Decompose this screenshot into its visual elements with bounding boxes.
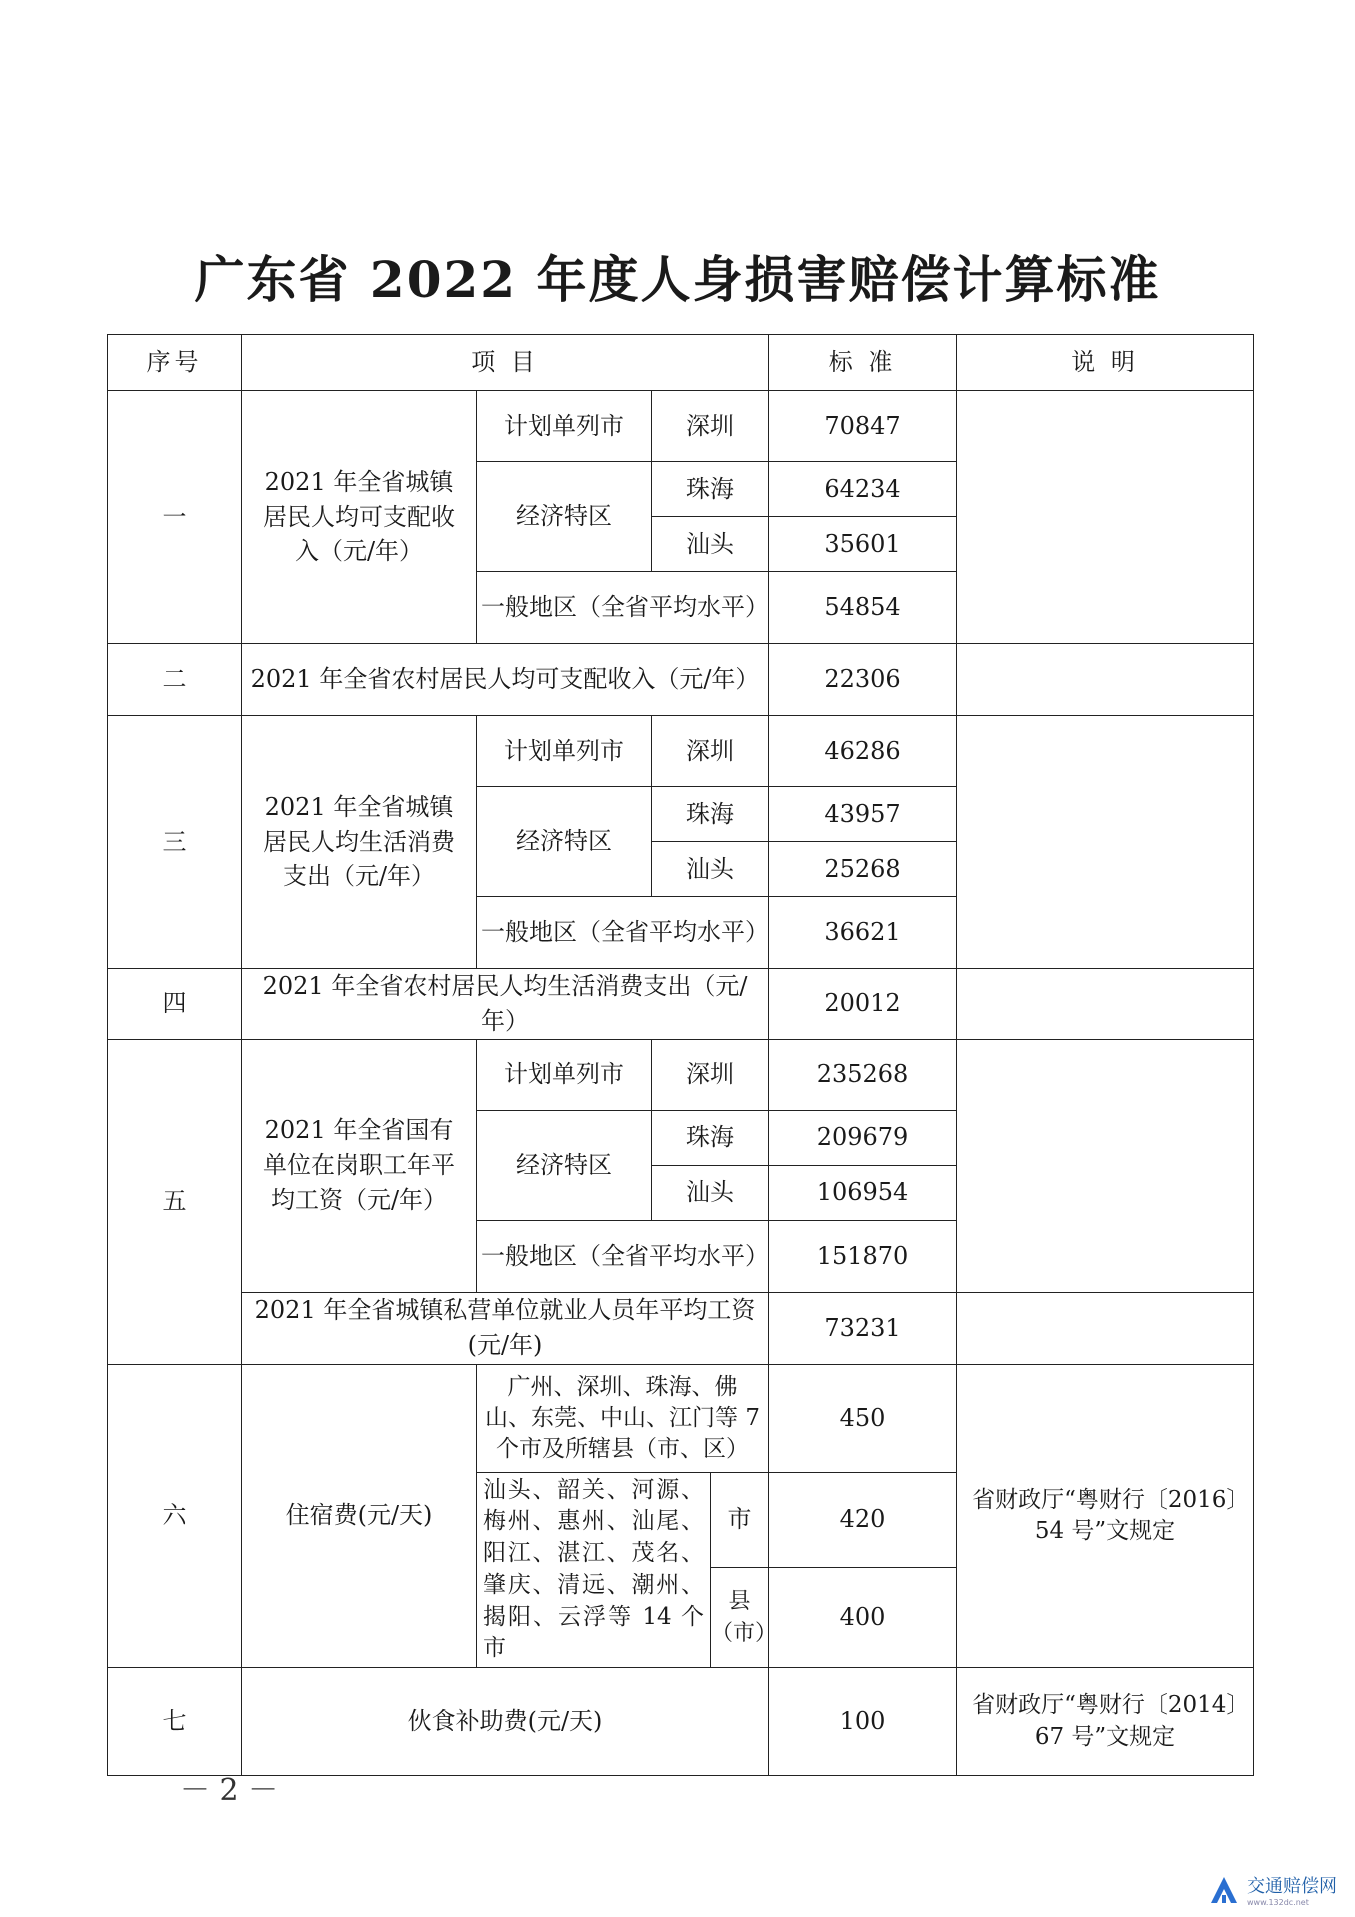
zhuhai-label: 珠海 xyxy=(652,462,769,517)
plan-city-label: 计划单列市 xyxy=(477,716,652,787)
county-label: 县（市） xyxy=(711,1568,769,1668)
note-cell xyxy=(957,969,1254,1040)
sez-label: 经济特区 xyxy=(477,1110,652,1220)
value-cell: 400 xyxy=(769,1568,957,1668)
value-cell: 20012 xyxy=(769,969,957,1040)
private-wage-label: 2021 年全省城镇私营单位就业人员年平均工资(元/年) xyxy=(242,1292,769,1364)
shantou-label: 汕头 xyxy=(652,842,769,897)
label-2: 2021 年全省农村居民人均可支配收入（元/年） xyxy=(242,644,769,716)
value-cell: 70847 xyxy=(769,391,957,462)
value-cell: 22306 xyxy=(769,644,957,716)
value-cell: 420 xyxy=(769,1472,957,1568)
city-label: 市 xyxy=(711,1472,769,1568)
seq-1: 一 xyxy=(108,391,242,644)
general-area-label: 一般地区（全省平均水平） xyxy=(477,897,769,969)
watermark-subtext: www.132dc.net xyxy=(1247,1898,1309,1907)
header-seq: 序号 xyxy=(108,335,242,391)
label-6: 住宿费(元/天) xyxy=(242,1364,477,1667)
zhuhai-label: 珠海 xyxy=(652,787,769,842)
seq-6: 六 xyxy=(108,1364,242,1667)
city-group-2: 汕头、韶关、河源、梅州、惠州、汕尾、阳江、湛江、茂名、肇庆、清远、潮州、揭阳、云浮等 14 个市 xyxy=(477,1472,711,1667)
sez-label: 经济特区 xyxy=(477,462,652,572)
header-std: 标 准 xyxy=(769,335,957,391)
seq-7: 七 xyxy=(108,1668,242,1776)
label-3: 2021 年全省城镇居民人均生活消费支出（元/年） xyxy=(242,716,477,969)
header-note: 说 明 xyxy=(957,335,1254,391)
note-cell xyxy=(957,391,1254,644)
logo-icon xyxy=(1207,1873,1241,1907)
general-area-label: 一般地区（全省平均水平） xyxy=(477,572,769,644)
general-area-label: 一般地区（全省平均水平） xyxy=(477,1220,769,1292)
zhuhai-label: 珠海 xyxy=(652,1110,769,1165)
shenzhen-label: 深圳 xyxy=(652,716,769,787)
note-cell xyxy=(957,716,1254,969)
value-cell: 64234 xyxy=(769,462,957,517)
shenzhen-label: 深圳 xyxy=(652,391,769,462)
value-cell: 43957 xyxy=(769,787,957,842)
seq-3: 三 xyxy=(108,716,242,969)
seq-4: 四 xyxy=(108,969,242,1040)
label-4: 2021 年全省农村居民人均生活消费支出（元/年） xyxy=(242,969,769,1040)
document-title: 广东省 2022 年度人身损害赔偿计算标准 xyxy=(194,250,1161,309)
value-cell: 35601 xyxy=(769,517,957,572)
watermark xyxy=(1207,1872,1337,1907)
value-cell: 46286 xyxy=(769,716,957,787)
label-1: 2021 年全省城镇居民人均可支配收入（元/年） xyxy=(242,391,477,644)
plan-city-label: 计划单列市 xyxy=(477,391,652,462)
note-cell xyxy=(957,1292,1254,1364)
page-number: － 2 － xyxy=(180,1773,279,1808)
city-group-1: 广州、深圳、珠海、佛山、东莞、中山、江门等 7 个市及所辖县（市、区） xyxy=(477,1364,769,1472)
value-cell: 235268 xyxy=(769,1039,957,1110)
sez-label: 经济特区 xyxy=(477,787,652,897)
compensation-standards-table xyxy=(107,334,1254,1776)
shantou-label: 汕头 xyxy=(652,517,769,572)
seq-5: 五 xyxy=(108,1039,242,1364)
value-cell: 151870 xyxy=(769,1220,957,1292)
note-cell xyxy=(957,644,1254,716)
header-item: 项 目 xyxy=(242,335,769,391)
note-cell xyxy=(957,1039,1254,1292)
note-cell: 省财政厅“粤财行〔2016〕54 号”文规定 xyxy=(957,1364,1254,1667)
value-cell: 100 xyxy=(769,1668,957,1776)
label-7: 伙食补助费(元/天) xyxy=(242,1668,769,1776)
watermark-text: 交通赔偿网 xyxy=(1247,1876,1337,1897)
note-cell: 省财政厅“粤财行〔2014〕67 号”文规定 xyxy=(957,1668,1254,1776)
value-cell: 25268 xyxy=(769,842,957,897)
header-row xyxy=(108,335,1254,391)
shenzhen-label: 深圳 xyxy=(652,1039,769,1110)
value-cell: 54854 xyxy=(769,572,957,644)
value-cell: 209679 xyxy=(769,1110,957,1165)
label-5: 2021 年全省国有单位在岗职工年平均工资（元/年） xyxy=(242,1039,477,1292)
value-cell: 106954 xyxy=(769,1165,957,1220)
plan-city-label: 计划单列市 xyxy=(477,1039,652,1110)
value-cell: 36621 xyxy=(769,897,957,969)
shantou-label: 汕头 xyxy=(652,1165,769,1220)
value-cell: 450 xyxy=(769,1364,957,1472)
seq-2: 二 xyxy=(108,644,242,716)
value-cell: 73231 xyxy=(769,1292,957,1364)
